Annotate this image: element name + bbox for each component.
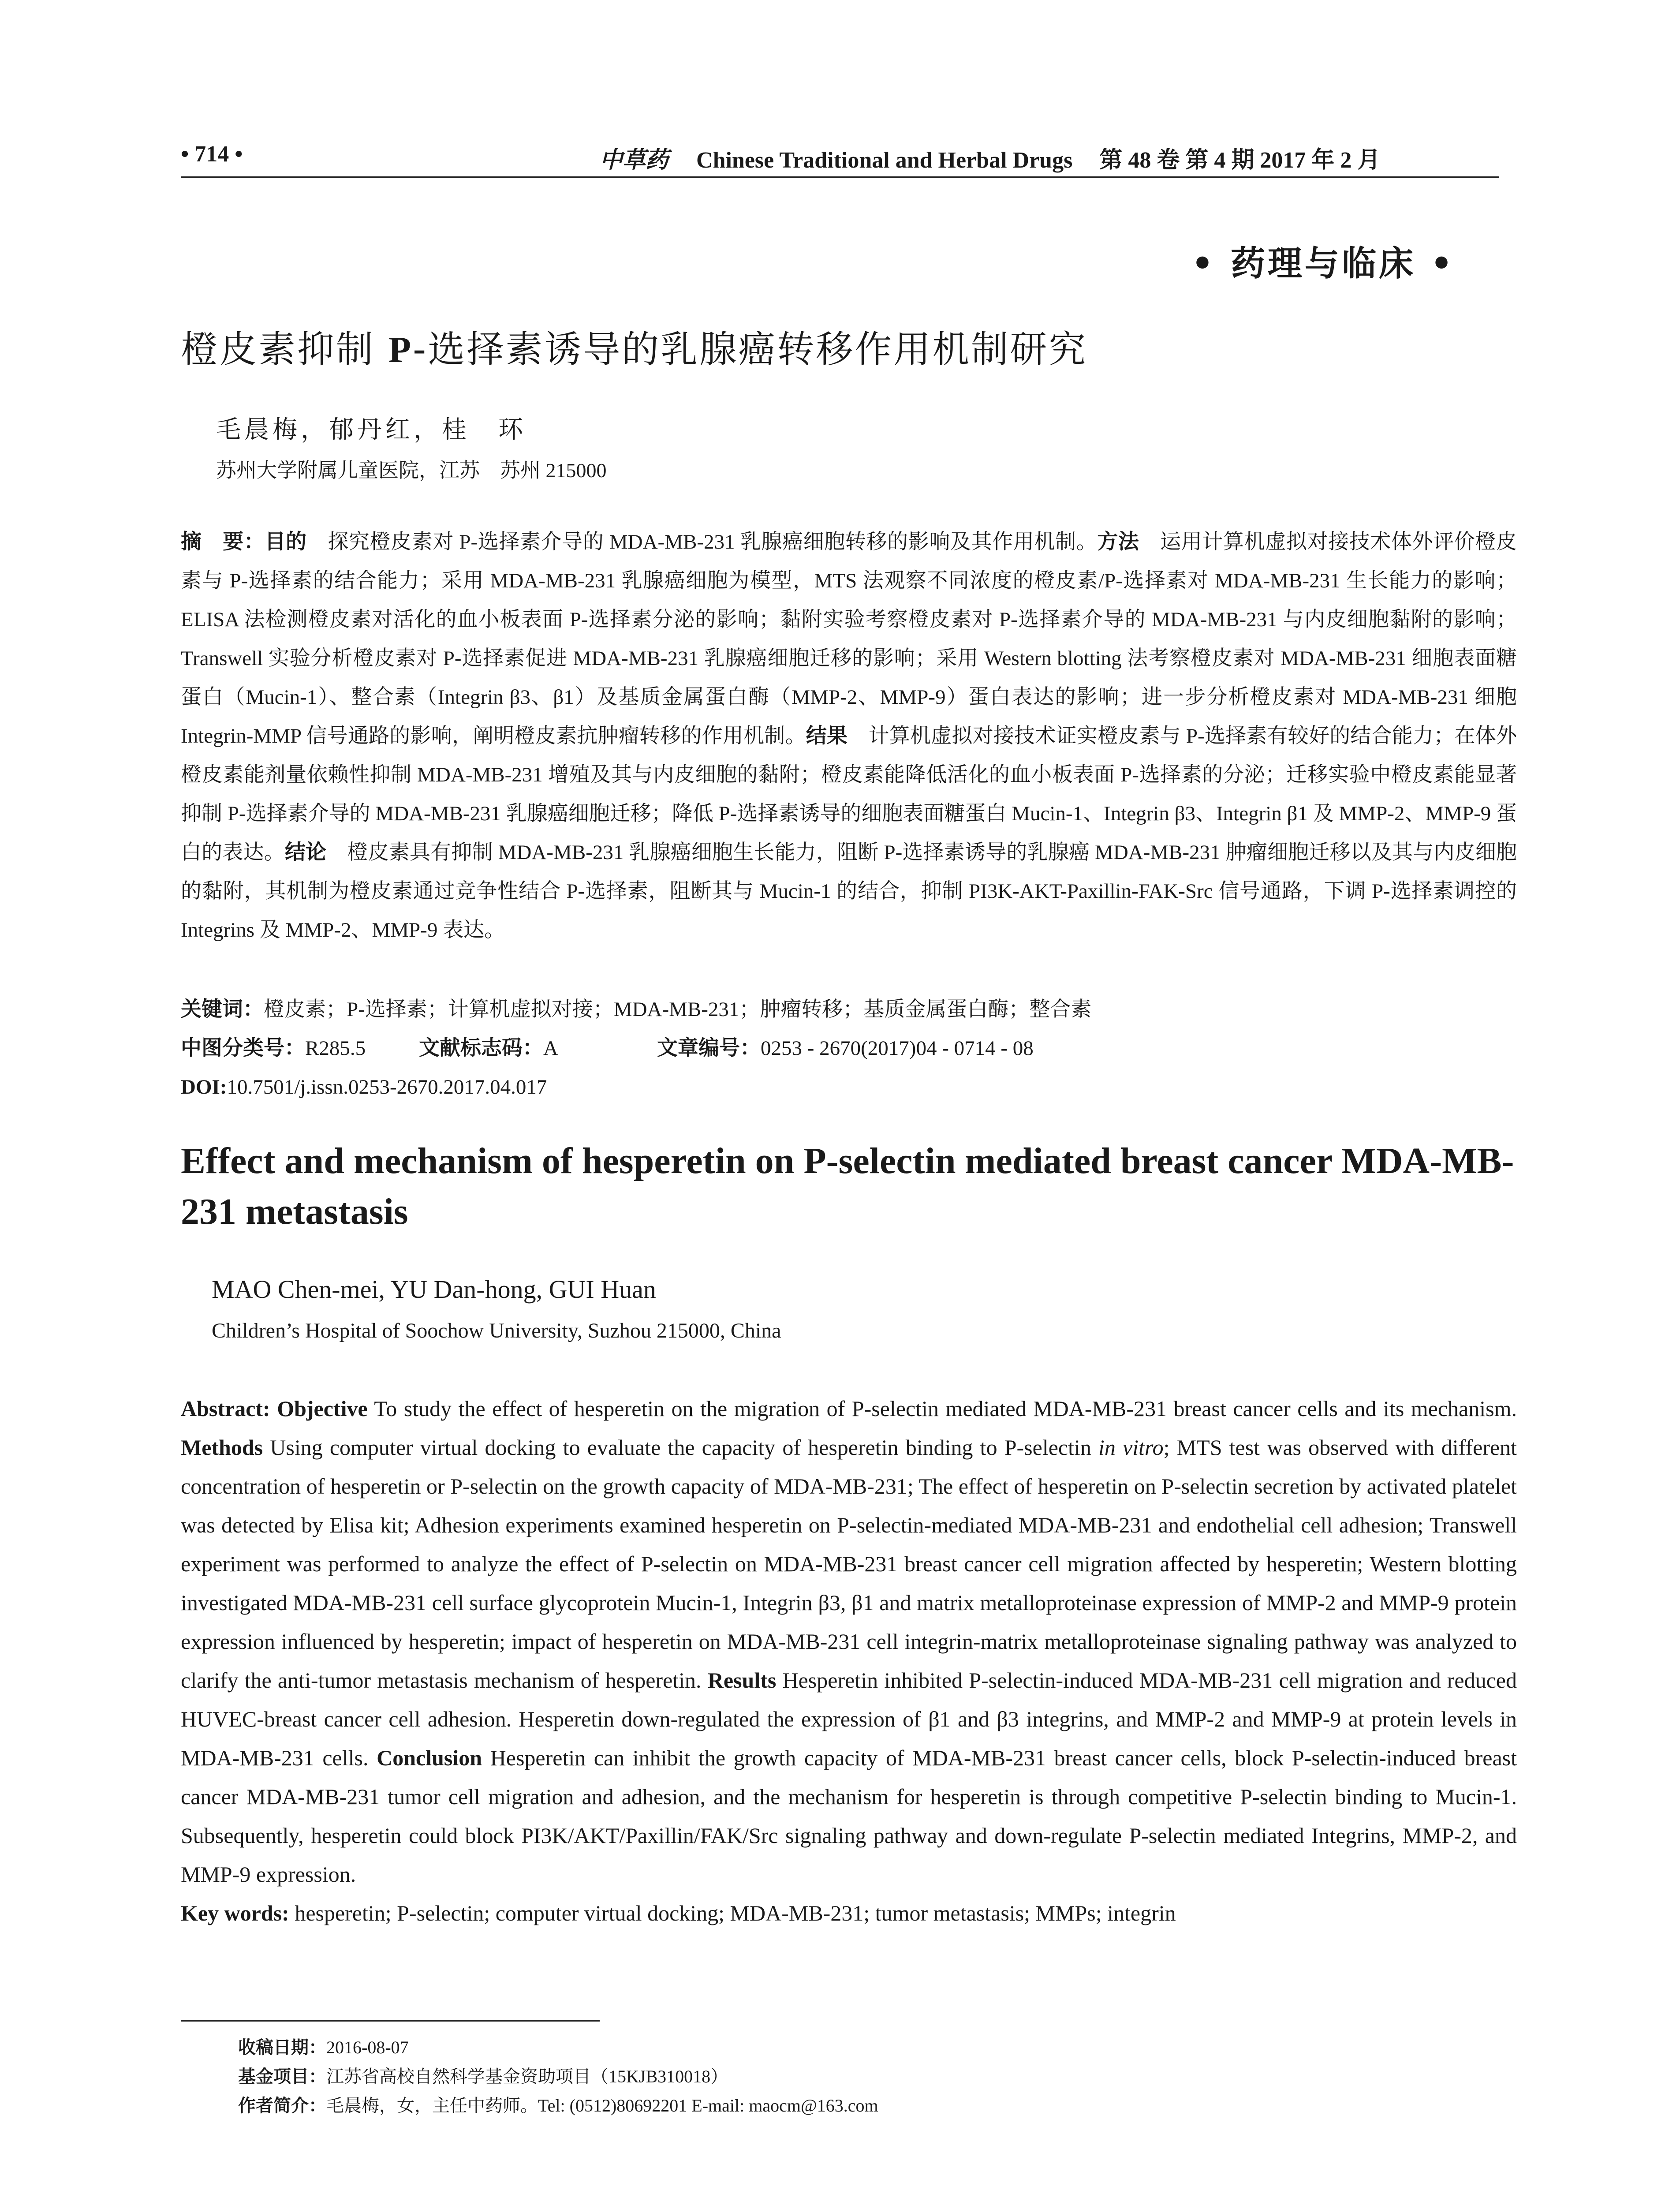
issue-info: 第 48 卷 第 4 期 2017 年 2 月: [1099, 148, 1381, 173]
section-label: • 药理与临床 •: [1191, 243, 1455, 284]
authors-chinese: 毛晨梅，郁丹红，桂 环: [216, 415, 526, 444]
affiliation-english: Children’s Hospital of Soochow University, Suzhou 215000, China: [212, 1319, 781, 1342]
classification-row: 中图分类号：R285.5 文献标志码：A 文章编号：0253 - 2670(2017)04 - 0714 - 08: [181, 1036, 1034, 1060]
journal-info: [600, 141, 1380, 174]
journal-logo: 中草药: [600, 146, 669, 173]
abstract-chinese: 摘 要：目的 探究橙皮素对 P-选择素介导的 MDA-MB-231 乳腺癌细胞转移的影响及其作用机制。方法 运用计算机虚拟对接技术体外评价橙皮素与 P-选择素的结合能力；采用 MDA-MB-231 乳腺癌细胞为模型，MTS 法观察不同浓度的橙皮素/P-选择素对 MDA-MB-231 生长能力的影响；ELISA 法检测橙皮素对活化的血小板表面 P-选择素分泌的影响；黏附实验考察橙皮素对 P-选择素介导的 MDA-MB-231 与内皮细胞黏附的影响；Transwell 实验分析橙皮素对 P-选择素促进 MDA-MB-231 乳腺癌细胞迁移的影响；采用 Western blotting 法考察橙皮素对 MDA-MB-231 细胞表面糖蛋白（Mucin-1）、整合素（Integrin β3、β1）及基质金属蛋白酶（MMP-2、MMP-9）蛋白表达的影响；进一步分析橙皮素对 MDA-MB-231 细胞 Integrin-MMP 信号通路的影响，阐明橙皮素抗肿瘤转移的作用机制。结果 计算机虚拟对接技术证实橙皮素与 P-选择素有较好的结合能力；在体外橙皮素能剂量依赖性抑制 MDA-MB-231 增殖及其与内皮细胞的黏附；橙皮素能降低活化的血小板表面 P-选择素的分泌；迁移实验中橙皮素能显著抑制 P-选择素介导的 MDA-MB-231 乳腺癌细胞迁移；降低 P-选择素诱导的细胞表面糖蛋白 Mucin-1、Integrin β3、Integrin β1 及 MMP-2、MMP-9 蛋白的表达。结论 橙皮素具有抑制 MDA-MB-231 乳腺癌细胞生长能力，阻断 P-选择素诱导的乳腺癌 MDA-MB-231 肿瘤细胞迁移以及其与内皮细胞的黏附，其机制为橙皮素通过竞争性结合 P-选择素，阻断其与 Mucin-1 的结合，抑制 PI3K-AKT-Paxillin-FAK-Src 信号通路，下调 P-选择素调控的 Integrins 及 MMP-2、MMP-9 表达。: [181, 530, 1517, 942]
affiliation-chinese: 苏州大学附属儿童医院，江苏 苏州 215000: [216, 459, 607, 482]
footnotes: [238, 2033, 878, 2120]
abstract-english: Abstract: Objective To study the effect of hesperetin on the migration of P-selectin mediated MDA-MB-231 breast cancer cells and its mechanism. Methods Using computer virtual docking to evaluate the capacity of hesperetin binding to P-selectin in vitro; MTS test was observed with different concentration of hesperetin or P-selectin on the growth capacity of MDA-MB-231; The effect of hesperetin on P-selectin secretion by activated platelet was detected by Elisa kit; Adhesion experiments examined hesperetin on P-selectin-mediated MDA-MB-231 and endothelial cell adhesion; Transwell experiment was performed to analyze the effect of P-selectin on MDA-MB-231 breast cancer cell migration affected by hesperetin; Western blotting investigated MDA-MB-231 cell surface glycoprotein Mucin-1, Integrin β3, β1 and matrix metalloproteinase expression of MMP-2 and MMP-9 protein expression influenced by hesperetin; impact of hesperetin on MDA-MB-231 cell integrin-matrix metalloproteinase signaling pathway was analyzed to clarify the anti-tumor metastasis mechanism of hesperetin. Results Hesperetin inhibited P-selectin-induced MDA-MB-231 cell migration and reduced HUVEC-breast cancer cell adhesion. Hesperetin down-regulated the expression of β1 and β3 integrins, and MMP-2 and MMP-9 at protein levels in MDA-MB-231 cells. Conclusion Hesperetin can inhibit the growth capacity of MDA-MB-231 breast cancer cells, block P-selectin-induced breast cancer MDA-MB-231 tumor cell migration and adhesion, and the mechanism for hesperetin is through competitive P-selectin binding to Mucin-1. Subsequently, hesperetin could block PI3K/AKT/Paxillin/FAK/Src signaling pathway and down-regulate P-selectin mediated Integrins, MMP-2, and MMP-9 expression. Key words: hesperetin; P-selectin; computer virtual docking; MDA-MB-231; tumor metastasis; MMPs; integrin: [181, 1396, 1517, 1925]
footnote-author: 作者简介：毛晨梅，女，主任中药师。Tel: (0512)80692201 E-mail: maocm@163.com: [238, 2096, 878, 2116]
keywords-chinese: 关键词：橙皮素；P-选择素；计算机虚拟对接；MDA-MB-231；肿瘤转移；基质金属蛋白酶；整合素: [181, 997, 1092, 1021]
article-meta: [181, 990, 1091, 1106]
title-chinese: 橙皮素抑制 P-选择素诱导的乳腺癌转移作用机制研究: [181, 328, 1088, 371]
running-header: [181, 137, 1499, 172]
journal-name: Chinese Traditional and Herbal Drugs: [696, 148, 1073, 173]
title-english: Effect and mechanism of hesperetin on P-selectin mediated breast cancer MDA-MB-231 metastasis: [181, 1140, 1514, 1232]
footnote-funding: 基金项目：江苏省高校自然科学基金资助项目（15KJB310018）: [238, 2067, 728, 2087]
keywords-english: hesperetin; P-selectin; computer virtual docking; MDA-MB-231; tumor metastasis; MMPs; integrin: [289, 1901, 1176, 1925]
page-number: • 714 •: [181, 142, 243, 167]
keywords-english-label: Key words:: [181, 1901, 289, 1925]
footnote-rule: [181, 2020, 600, 2022]
header-rule: [181, 176, 1499, 178]
authors-english: MAO Chen-mei, YU Dan-hong, GUI Huan: [212, 1275, 656, 1304]
footnote-received: 收稿日期：2016-08-07: [238, 2037, 409, 2058]
doi-row: DOI:10.7501/j.issn.0253-2670.2017.04.017: [181, 1076, 547, 1099]
